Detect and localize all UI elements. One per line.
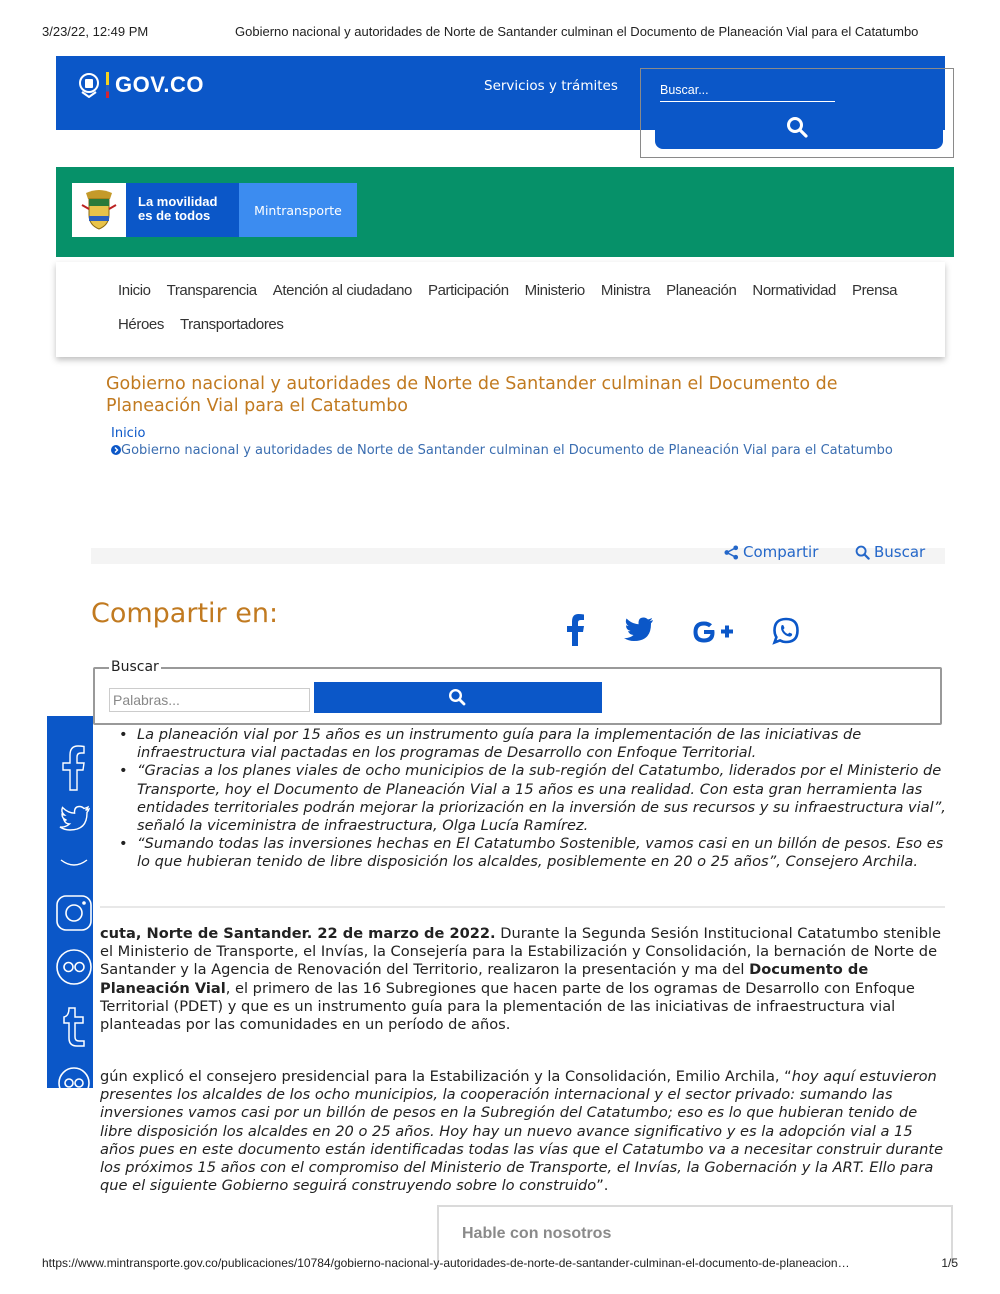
nav-item-ministerio[interactable]: Ministerio [524, 282, 585, 299]
paragraph-text: gún explicó el consejero presidencial para la Estabilización y la Consolidación, Emilio Archila, “ [100, 1068, 792, 1085]
breadcrumb-home[interactable]: Inicio [111, 426, 146, 441]
search-icon[interactable] [785, 115, 809, 139]
share-icon [724, 545, 739, 560]
header-search-input[interactable] [660, 79, 835, 102]
breadcrumb-current [111, 442, 911, 459]
main-nav [56, 262, 945, 357]
flickr-icon[interactable] [55, 948, 93, 986]
divider [100, 906, 945, 908]
article-toolbar [91, 543, 945, 564]
twitter-icon[interactable] [624, 617, 654, 643]
movilidad-line2: es de todos [138, 208, 211, 223]
list-item: • “Sumando todas las inversiones hechas en El Catatumbo Sostenible, vamos casi en un billón de pesos. Eso es lo que hubieran tenido de libre disposición los alcaldes, posiblemente en 20 o 25 años”, Consejero Archila. [111, 835, 946, 871]
partial-icon [57, 1066, 91, 1088]
nav-item-heroes[interactable]: Héroes [118, 316, 164, 333]
google-plus-icon[interactable] [691, 620, 735, 644]
breadcrumb-current-label: Gobierno nacional y autoridades de Norte de Santander culminan el Documento de Planeación Vial para el Catatumbo [121, 443, 893, 458]
search-form [93, 659, 942, 725]
share-button[interactable] [724, 543, 818, 561]
mintransporte-button[interactable]: Mintransporte [239, 183, 357, 237]
whatsapp-icon[interactable] [772, 617, 800, 645]
nav-item-inicio[interactable]: Inicio [118, 282, 151, 299]
list-item: • “Gracias a los planes viales de ocho municipios de la sub-región del Catatumbo, liderados por el Ministerio de Transporte, hoy el Documento de Planeación Vial a 15 años es una realidad. Con esta gran herramienta las entidades territoriales podrán mejorar la priorización en la inversión de sus recursos y su infraestructura vial”, señaló la viceministra de infraestructura, Olga Lucía Ramírez. [111, 762, 946, 835]
search-icon [855, 545, 870, 560]
share-label: Compartir [743, 543, 819, 561]
search-icon [448, 688, 466, 706]
nav-item-ministra[interactable]: Ministra [600, 282, 651, 299]
quote-text: hoy aquí estuvieron presentes los alcaldes de los ocho municipios, la cooperación internacional y el sector privado: sumando las inversiones vamos casi por un billón de pesos en la Subregión del Catatumbo; eso es lo que hubieran tenido de libre disposición los alcaldes en 20 o 25 años. Hoy hay un nuevo avance significativo y es la adopción vial a 15 años pues en este documento están identificadas todas las vías que el Catatumbo va a necesitar construir durante los próximos 15 años con el compromiso del Ministerio de Transporte, el Invías, la Gobernación y la ART. Ello para que el siguiente Gobierno seguirá construyendo sobre lo construido [100, 1068, 944, 1195]
breadcrumb [111, 425, 911, 459]
instagram-icon[interactable] [55, 894, 93, 932]
gov-logo-text: GOV.CO [115, 72, 204, 97]
print-header [42, 24, 958, 40]
header-search [640, 68, 954, 158]
body-paragraph [100, 925, 945, 1034]
partial-icon [59, 716, 81, 724]
search-form-input[interactable] [109, 688, 310, 712]
chevron-right-icon [111, 445, 121, 455]
toolbar-search-label: Buscar [874, 543, 926, 561]
facebook-icon[interactable] [564, 614, 586, 646]
side-share-bar [47, 716, 93, 1088]
search-form-legend: Buscar [111, 659, 159, 675]
nav-item-prensa[interactable]: Prensa [851, 282, 898, 299]
twitter-icon[interactable] [57, 804, 91, 836]
nav-list [118, 281, 938, 335]
search-form-button[interactable] [314, 682, 602, 713]
nav-item-transportadores[interactable]: Transportadores [179, 316, 284, 333]
dateline: cuta, Norte de Santander. 22 de marzo de 2022. [100, 925, 496, 942]
print-url: https://www.mintransporte.gov.co/publicaciones/10784/gobierno-nacional-y-autoridades-de-norte-de-santander-culminan-el-documento-de-planeacion… [42, 1256, 850, 1270]
services-link[interactable]: Servicios y trámites [484, 78, 618, 94]
nav-item-planeacion[interactable]: Planeación [666, 282, 737, 299]
summary-bullets [111, 726, 946, 872]
gov-logo[interactable] [78, 72, 204, 98]
share-title: Compartir en: [91, 598, 279, 629]
page-title: Gobierno nacional y autoridades de Norte de Santander culminan el Documento de Planeación Vial para el Catatumbo [106, 374, 838, 416]
nav-item-participacion[interactable]: Participación [427, 282, 509, 299]
print-datetime: 3/23/22, 12:49 PM [42, 24, 149, 39]
partial-icon [59, 856, 89, 872]
chat-label: Hable con nosotros [462, 1225, 612, 1242]
nav-item-normatividad[interactable]: Normatividad [752, 282, 836, 299]
movilidad-line1: La movilidad [138, 194, 218, 209]
facebook-icon[interactable] [60, 744, 86, 792]
print-doc-title: Gobierno nacional y autoridades de Norte de Santander culminan el Documento de Planeación Vial para el Catatumbo [235, 24, 919, 39]
toolbar-search-button[interactable] [855, 543, 925, 561]
paragraph-text: ”. [596, 1177, 609, 1195]
print-page-number: 1/5 [941, 1256, 958, 1270]
movilidad-text [126, 183, 217, 237]
list-item: • La planeación vial por 15 años es un instrumento guía para la implementación de las iniciativas de infraestructura vial pactadas en los programas de Desarrollo con Enfoque Territorial. [111, 726, 946, 762]
body-paragraph [100, 1068, 945, 1195]
paragraph-text: , el primero de las 16 Subregiones que hacen parte de los ogramas de Desarrollo con Enfoque Territorial (PDET) y que es un instrumento guía para la plementación de las iniciativas de infraestructura vial planteadas por las comunidades en un período de años. [100, 979, 915, 1034]
print-footer [42, 1256, 958, 1272]
header-search-panel [655, 69, 943, 149]
brand-bar [56, 167, 954, 257]
coat-of-arms-icon [72, 183, 126, 237]
nav-item-transparencia[interactable]: Transparencia [166, 282, 257, 299]
paragraph-text: Durante la Segunda Sesión Institucional Catatumbo stenible el Ministerio de Transporte, el Invías, la Consejería para la Estabilización y Consolidación, la bernación de Norte de Santander y la Agencia de Renovación del Territorio, realizaron la presentación y ma del [100, 925, 941, 979]
document-name: Documento de Planeación Vial [100, 961, 869, 997]
tumblr-icon[interactable] [59, 1006, 89, 1048]
movilidad-logo[interactable] [72, 183, 239, 237]
flag-stripe [106, 72, 109, 98]
colombia-shield-icon [78, 72, 100, 98]
nav-item-atencion-al-ciudadano[interactable]: Atención al ciudadano [272, 282, 412, 299]
